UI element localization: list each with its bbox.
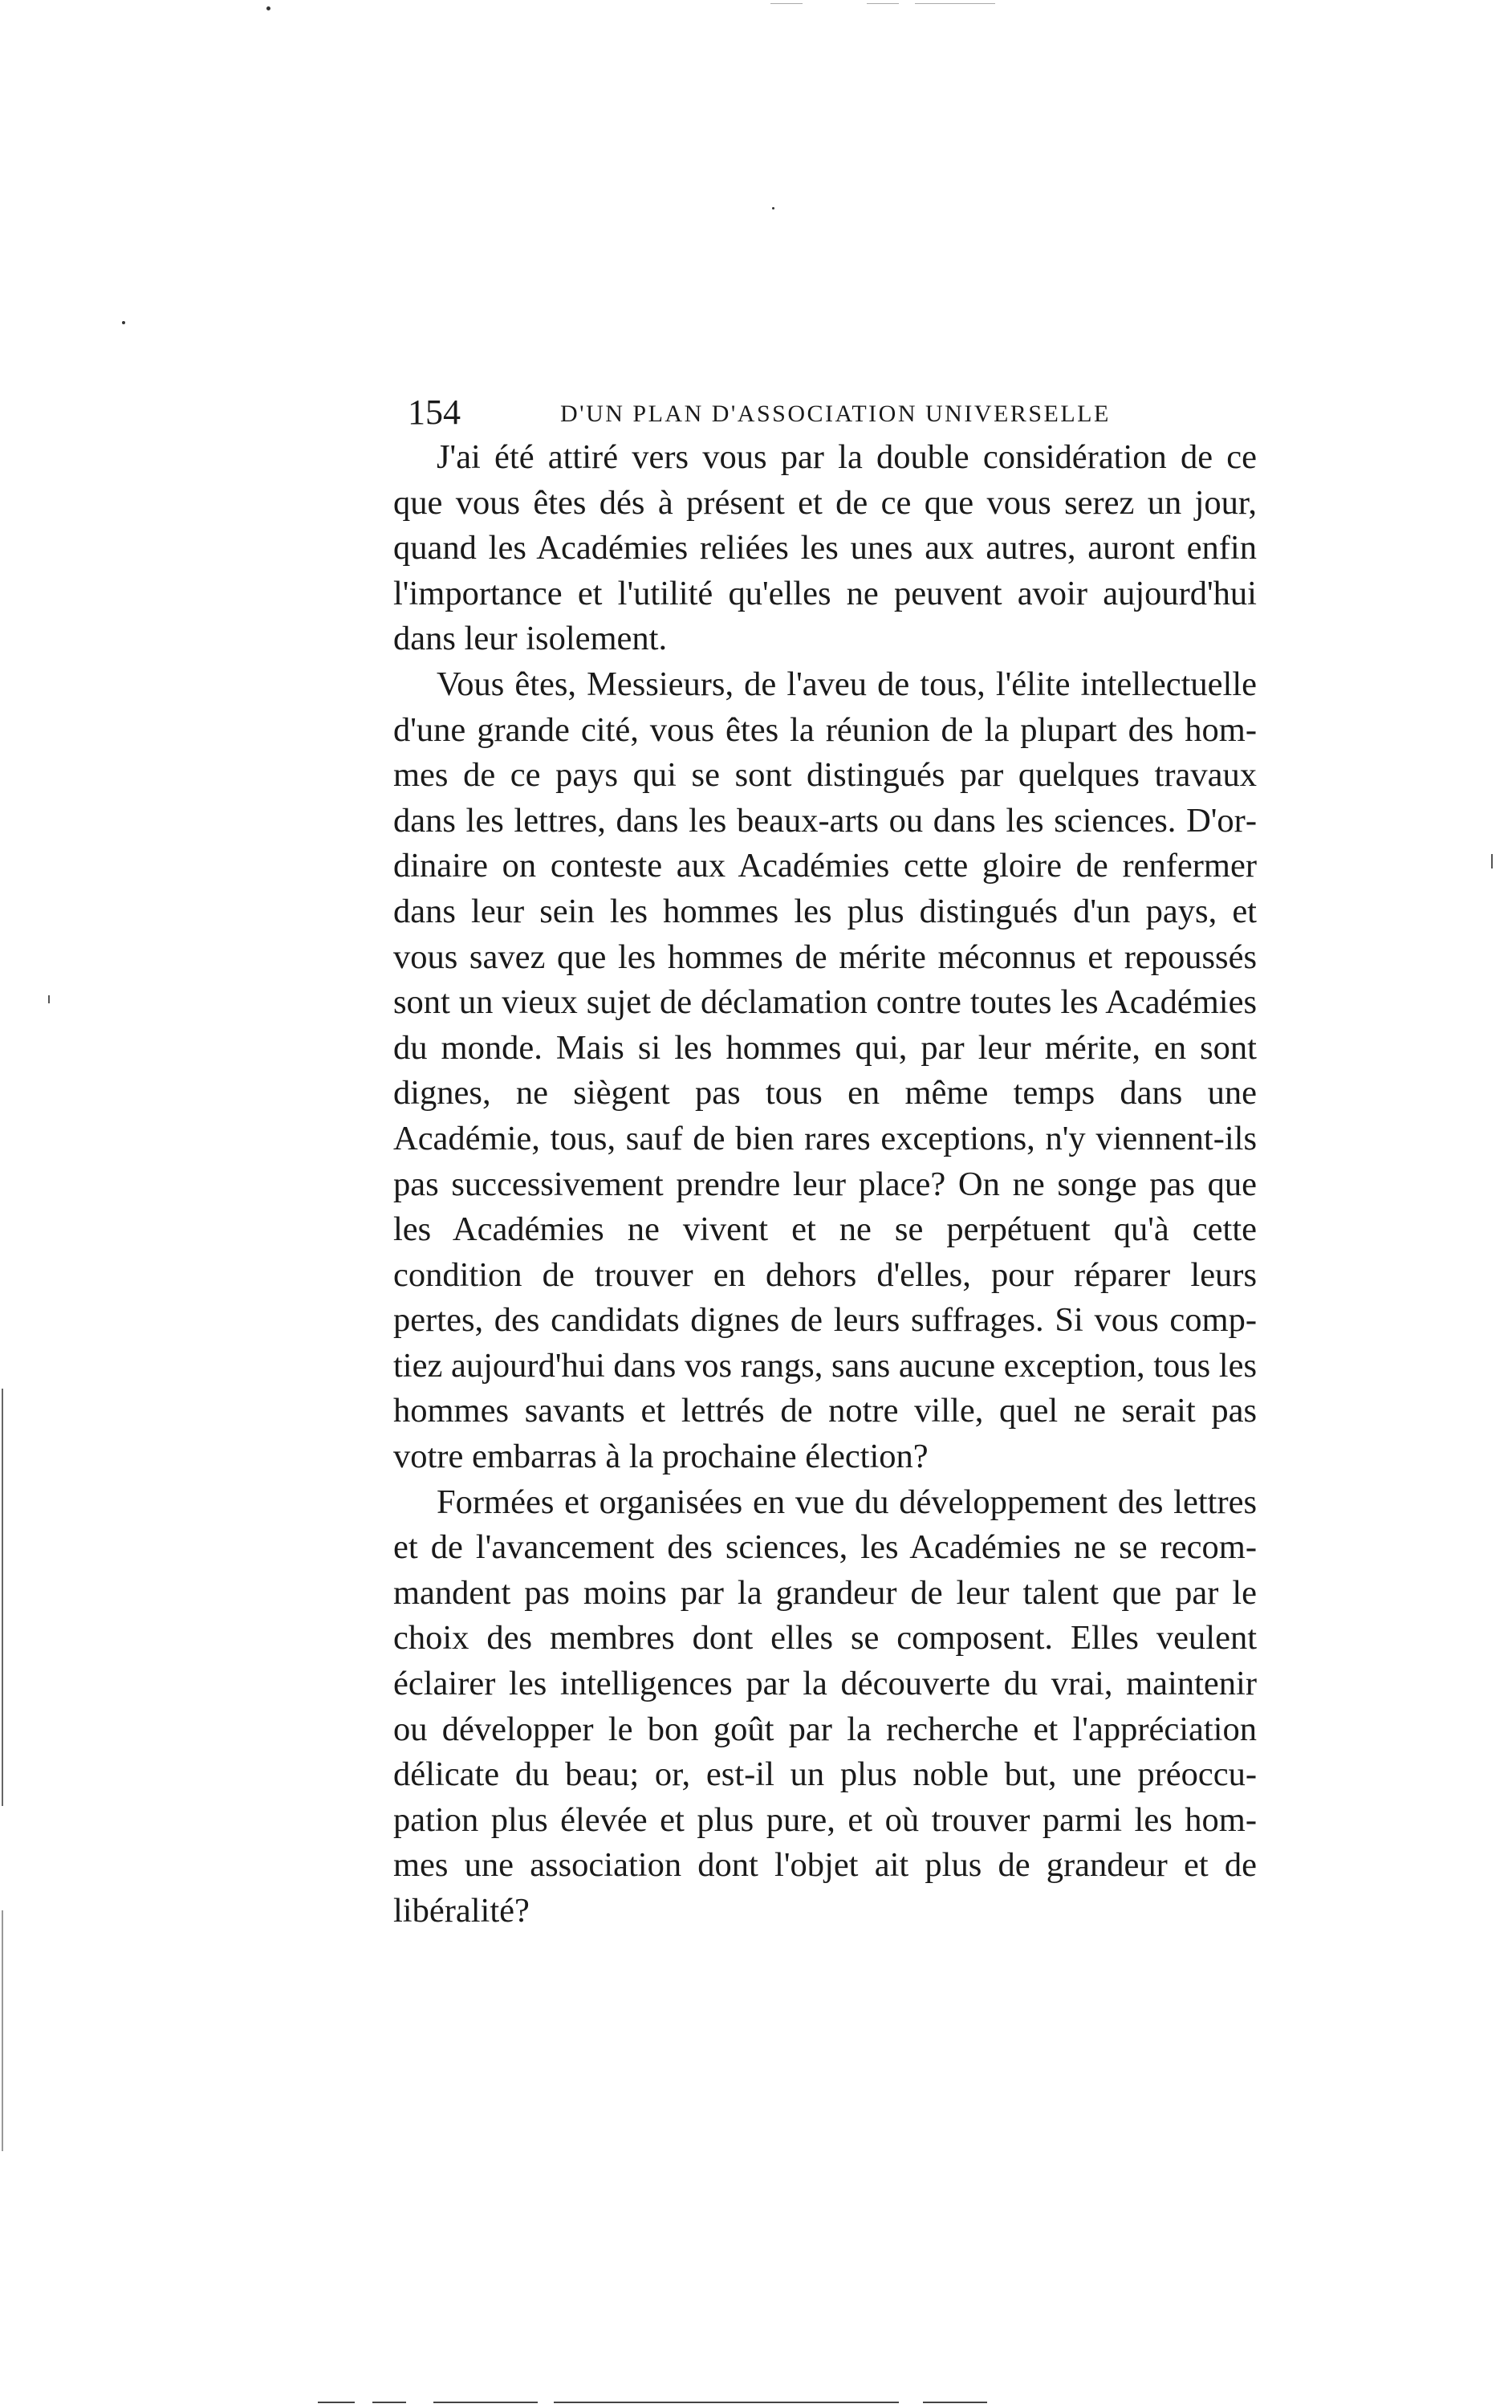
scan-speck	[266, 6, 270, 10]
bottom-edge-rule	[554, 2402, 899, 2403]
bottom-edge-rule	[318, 2402, 355, 2403]
running-head	[408, 388, 1258, 437]
left-edge-line	[2, 1910, 3, 2151]
paragraph: Formées et organisées en vue du développement des lettres et de l'avancement des sciences, les Académies ne se recommandent pas moins par la grandeur de leur talent que par le choix des membres dont elles se composent. Elles veulent éclairer les intelligences par la découverte du vrai, maintenir ou développer le bon goût par la recherche et l'appréciation délicate du beau; or, est-il un plus noble but, une préoccupation plus élevée et plus pure, et où trouver parmi les hommes une association dont l'objet ait plus de grandeur et de libéralité?	[393, 1483, 1257, 1930]
top-edge-rule	[867, 3, 899, 4]
body-text	[393, 435, 1257, 1934]
scan-speck	[1491, 854, 1493, 868]
top-edge-rule	[915, 3, 995, 4]
paragraph: Vous êtes, Messieurs, de l'aveu de tous, l'élite intellectuelle d'une grande cité, vous êtes la réunion de la plupart des hommes de ce pays qui se sont distingués par quelques travaux dans les lettres, dans les beaux-arts ou dans les sciences. D'ordinaire on conteste aux Académies cette gloire de renfermer dans leur sein les hommes les plus distingués d'un pays, et vous savez que les hommes de mérite méconnus et repoussés sont un vieux sujet de déclamation contre toutes les Académies du monde. Mais si les hommes qui, par leur mérite, en sont dignes, ne siègent pas tous en même temps dans une Académie, tous, sauf de bien rares exceptions, n'y viennent-ils pas successivement prendre leur place? On ne songe pas que les Académies ne vivent et ne se perpétuent qu'à cette condition de trouver en dehors d'elles, pour réparer leurs pertes, des candidats dignes de leurs suffrages. Si vous comptiez aujourd'hui dans vos rangs, sans aucune exception, tous les hommes savants et lettrés de notre ville, quel ne serait pas votre embarras à la prochaine élection?	[393, 665, 1257, 1476]
top-edge-rule	[770, 3, 803, 4]
scan-speck	[48, 995, 50, 1003]
page-number: 154	[408, 393, 461, 432]
scan-speck	[122, 321, 125, 324]
bottom-edge-rule	[372, 2402, 406, 2403]
left-edge-line	[2, 1389, 3, 1806]
running-title: D'UN PLAN D'ASSOCIATION UNIVERSELLE	[560, 401, 1111, 427]
bottom-edge-rule	[433, 2402, 538, 2403]
bottom-edge-rule	[923, 2402, 987, 2403]
scan-speck	[772, 207, 774, 209]
paragraph: J'ai été attiré vers vous par la double considération de ce que vous êtes dés à présent et de ce que vous serez un jour, quand les Académies reliées les unes aux autres, auront enfin l'importance et l'utilité qu'elles ne peuvent avoir aujourd'hui dans leur isolement.	[393, 438, 1257, 658]
